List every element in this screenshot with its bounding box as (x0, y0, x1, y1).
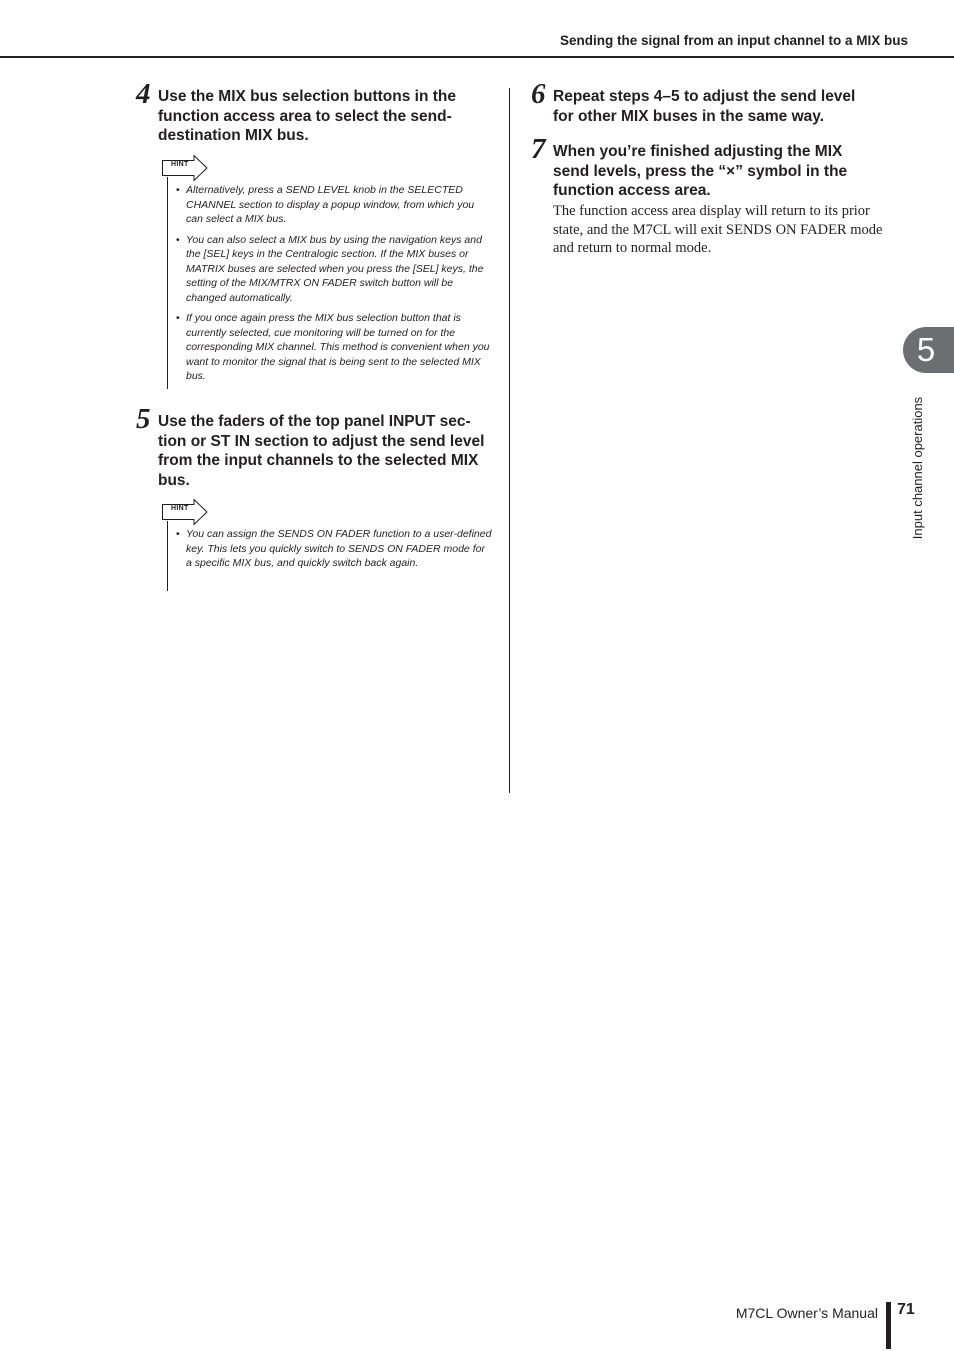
hint-item: • You can assign the SENDS ON FADER function to a user-defined key. This lets you quickly switch to SENDS ON FADER mode for a specific MIX bus, and quickly switch back again. (176, 527, 492, 571)
step-number: 4 (136, 78, 151, 110)
footer-bar (886, 1302, 891, 1349)
hint-arrow-icon (162, 155, 208, 181)
step-number: 7 (531, 133, 546, 165)
step-body: The function access area display will return to its prior state, and the M7CL will exit SENDS ON FADER mode and return to normal mode. (553, 203, 883, 256)
section-title: Sending the signal from an input channel to a MIX bus (559, 33, 908, 48)
hint-box (162, 499, 492, 592)
hint-item: • You can also select a MIX bus by using the navigation keys and the [SEL] keys in the Centralogic section. If the MIX buses or MATRIX buses are selected when you press the [SEL] keys, the setting of the MIX/MTRX ON FADER switch button will be changed automatically. (176, 233, 492, 306)
manual-title: M7CL Owner’s Manual (735, 1305, 878, 1321)
step-number: 6 (531, 78, 546, 110)
hint-box (162, 155, 492, 391)
hint-rule (167, 177, 168, 389)
hint-label: HINT (171, 505, 189, 512)
hint-list (176, 183, 492, 390)
hint-item: • If you once again press the MIX bus selection button that is currently selected, cue monitoring will be turned on for the corresponding MIX channel. This method is convenient when you want to monitor the signal that is being sent to the selected MIX bus. (176, 311, 492, 384)
step-title: Use the faders of the top panel INPUT sec-tion or ST IN section to adjust the send level from the input channels to the selected MIX bus. (158, 413, 485, 489)
hint-tag (162, 155, 208, 181)
chapter-label: Input channel operations (910, 396, 925, 540)
column-divider (509, 88, 510, 793)
page-number: 71 (897, 1301, 915, 1318)
step-number: 5 (136, 403, 151, 435)
hint-tag (162, 499, 208, 525)
header-rule (0, 56, 954, 58)
step-title: Use the MIX bus selection buttons in the function access area to select the send-destination MIX bus. (158, 88, 456, 144)
step-title: When you’re finished adjusting the MIX send levels, press the “×” symbol in the function access area. (553, 143, 848, 199)
step-title: Repeat steps 4–5 to adjust the send level for other MIX buses in the same way. (553, 88, 856, 125)
hint-label: HINT (171, 161, 189, 168)
hint-rule (167, 521, 168, 591)
hint-list (176, 527, 492, 577)
hint-item: • Alternatively, press a SEND LEVEL knob in the SELECTED CHANNEL section to display a popup window, from which you can select a MIX bus. (176, 183, 492, 227)
chapter-number: 5 (916, 331, 936, 368)
chapter-tab (903, 327, 954, 373)
hint-arrow-icon (162, 499, 208, 525)
